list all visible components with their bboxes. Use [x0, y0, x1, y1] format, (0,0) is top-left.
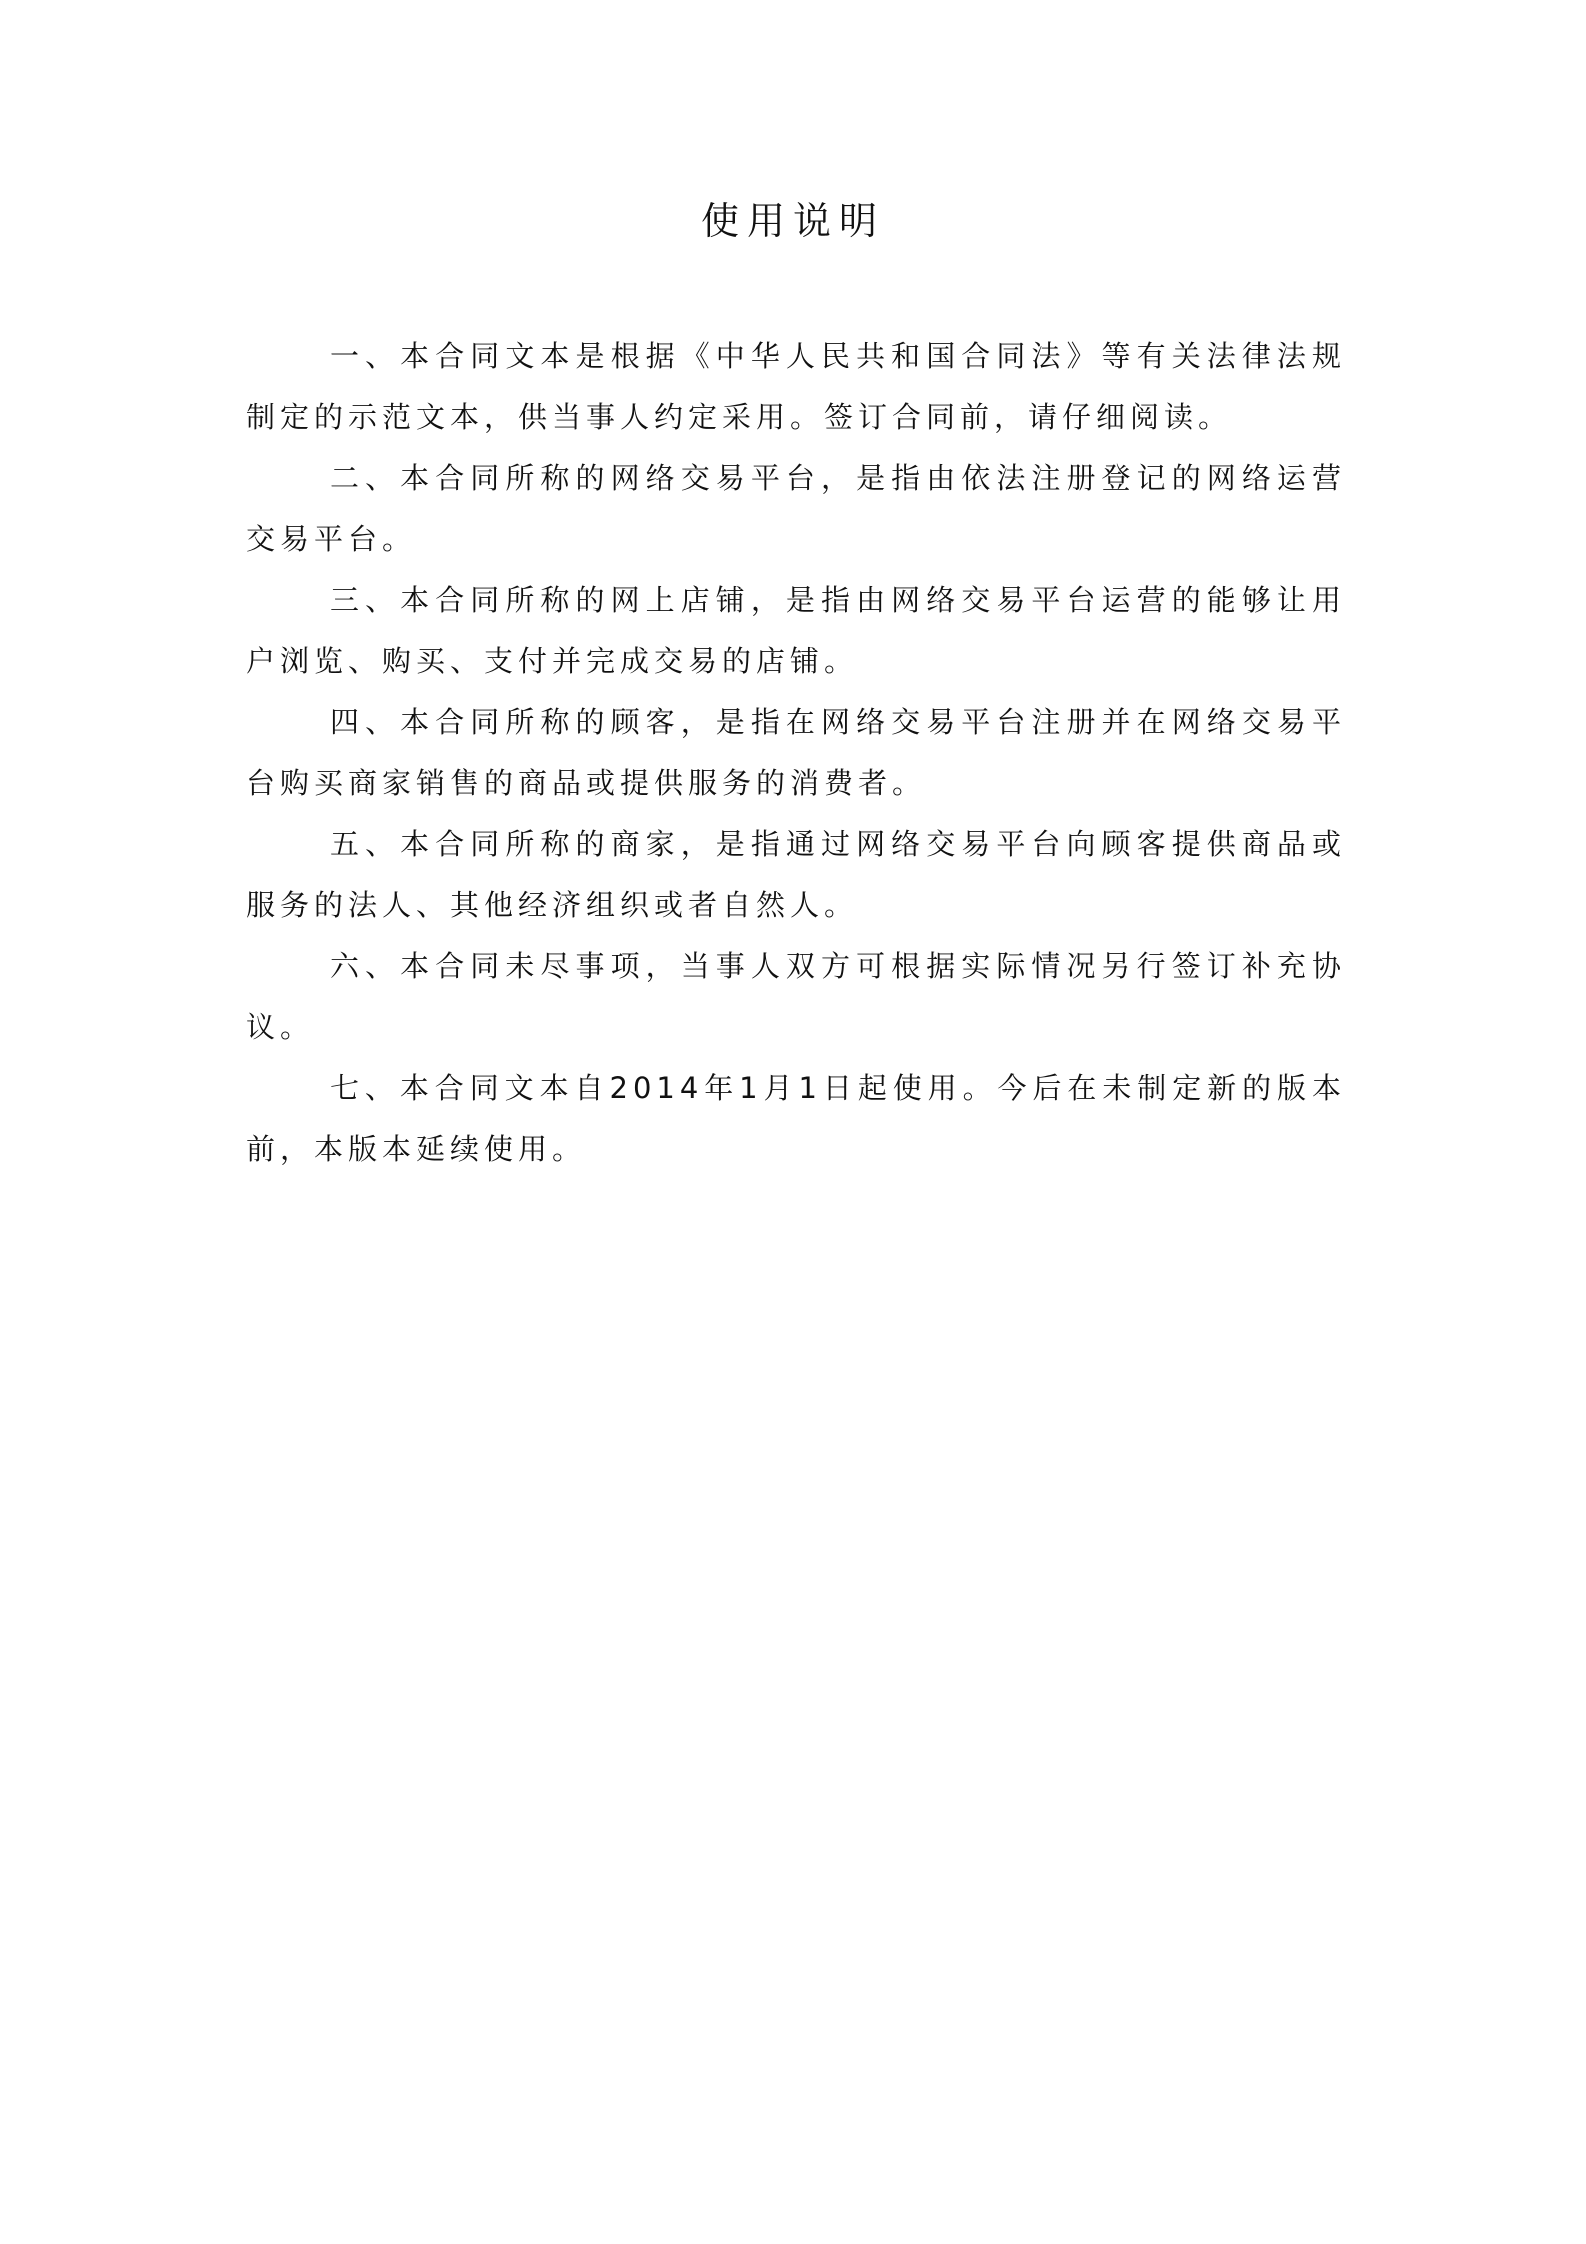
clause-1: 一、本合同文本是根据《中华人民共和国合同法》等有关法律法规制定的示范文本，供当事人约定采用。签订合同前，请仔细阅读。	[246, 339, 1346, 434]
page-title: 使用说明	[700, 199, 885, 243]
clause-6: 六、本合同未尽事项，当事人双方可根据实际情况另行签订补充协议。	[246, 949, 1346, 1044]
clause-3: 三、本合同所称的网上店铺，是指由网络交易平台运营的能够让用户浏览、购买、支付并完成交易的店铺。	[246, 583, 1346, 678]
clause-7: 七、本合同文本自2014年1月1日起使用。今后在未制定新的版本前，本版本延续使用。	[246, 1071, 1346, 1166]
clause-4: 四、本合同所称的顾客，是指在网络交易平台注册并在网络交易平台购买商家销售的商品或提供服务的消费者。	[246, 705, 1346, 800]
document-body	[246, 326, 1346, 1180]
clause-2: 二、本合同所称的网络交易平台，是指由依法注册登记的网络运营交易平台。	[246, 461, 1346, 556]
clause-5: 五、本合同所称的商家，是指通过网络交易平台向顾客提供商品或服务的法人、其他经济组织或者自然人。	[246, 827, 1346, 922]
